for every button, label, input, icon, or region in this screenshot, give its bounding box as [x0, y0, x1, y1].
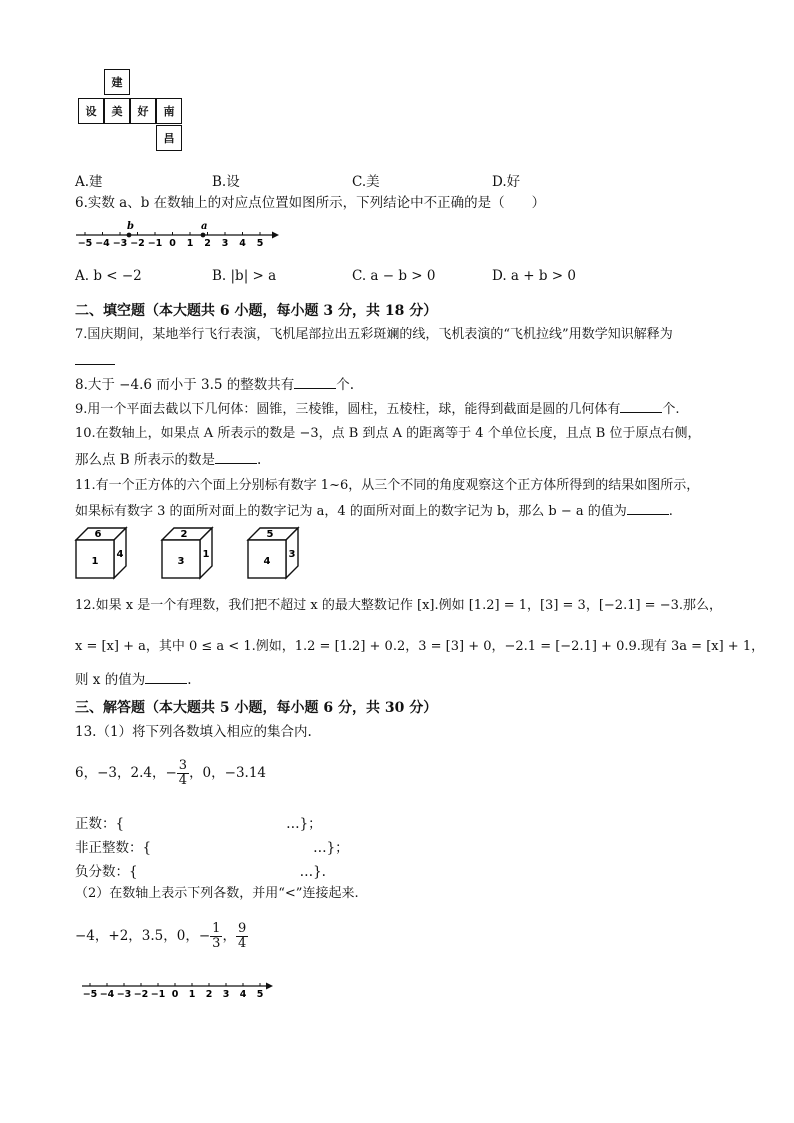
axis-tick-label: 5 — [256, 989, 264, 1000]
point-a-label: a — [201, 221, 208, 232]
axis-tick-label: −1 — [147, 238, 163, 249]
q11-cubes — [72, 526, 312, 584]
axis-tick-label: −3 — [112, 238, 128, 249]
cube-1-front: 1 — [91, 556, 99, 567]
q8-question: 8.大于 −4.6 而小于 3.5 的整数共有 个. — [75, 377, 355, 393]
axis-tick-label: −1 — [150, 989, 166, 1000]
q5-option-c[interactable]: C.美 — [352, 174, 380, 190]
axis-tick-label: −4 — [99, 989, 115, 1000]
axis-tick-label: 1 — [186, 238, 194, 249]
axis-tick-label: 1 — [188, 989, 196, 1000]
cube-1-side: 4 — [116, 549, 124, 560]
q13-part2: （2）在数轴上表示下列各数，并用“<”连接起来. — [75, 886, 359, 901]
q13-fraction: $\frac{3}{4}$ — [178, 758, 188, 788]
net-cell-1: 设 — [78, 98, 104, 124]
q7-answer-blank[interactable] — [75, 352, 115, 365]
q10-line1: 10.在数轴上，如果点 A 所表示的数是 −3，点 B 到点 A 的距离等于 4 个单位长度，且点 B 位于原点右侧， — [75, 426, 701, 441]
set-non-positive-integer[interactable]: 非正整数：{ …}； — [75, 840, 349, 856]
axis-tick-label: −2 — [130, 238, 145, 249]
q5-option-d[interactable]: D.好 — [492, 174, 521, 190]
q6-option-d[interactable]: D. a + b > 0 — [492, 268, 576, 284]
q13-list: −4，+2，3.5，0，− $\frac{1}{3}$ ， $\frac{9}{4}$ — [75, 921, 247, 951]
q9-question: 9.用一个平面去截以下几何体：圆锥，三棱锥，圆柱，五棱柱，球，能得到截面是圆的几何体有 个. — [75, 402, 680, 417]
axis-tick-label: 2 — [205, 989, 213, 1000]
axis-tick-label: 0 — [169, 238, 176, 249]
q6-option-c[interactable]: C. a − b > 0 — [352, 268, 436, 284]
axis-tick-label: −5 — [82, 989, 98, 1000]
q6-option-a[interactable]: A. b < −2 — [75, 268, 142, 284]
net-cell-3: 好 — [130, 98, 156, 124]
q9-answer-blank[interactable] — [620, 400, 662, 413]
cube-3-top: 5 — [266, 529, 274, 540]
point-a — [201, 233, 206, 238]
axis-tick-label: −4 — [95, 238, 110, 249]
cube-2-front: 3 — [177, 556, 185, 567]
q6-option-b[interactable]: B. |b| > a — [212, 268, 277, 284]
q13-frac-1: $\frac{1}{3}$ — [212, 921, 221, 951]
q12-line1: 12.如果 x 是一个有理数，我们把不超过 x 的最大整数记作 [x].例如 [1.2] = 1，[3] = 3，[−2.1] = −3.那么， — [75, 598, 722, 613]
q8-answer-blank[interactable] — [294, 376, 336, 389]
q12-line2: x = [x] + a，其中 0 ≤ a < 1.例如，1.2 = [1.2] + 0.2，3 = [3] + 0，−2.1 = [−2.1] + 0.9.现有 3a = [x] + 1， — [75, 639, 765, 654]
q5-option-a[interactable]: A.建 — [75, 174, 103, 190]
cube-1-top: 6 — [94, 529, 102, 540]
section-2-title: 二、填空题（本大题共 6 小题，每小题 3 分，共 18 分） — [75, 303, 438, 319]
cube-3 — [248, 528, 298, 578]
q13-numbers: 6，−3，2.4，− $\frac{3}{4}$ ，0，−3.14 — [75, 758, 267, 788]
cube-2 — [162, 528, 212, 578]
q7-question: 7.国庆期间，某地举行飞行表演，飞机尾部拉出五彩斑斓的线，飞机表演的“飞机拉线”用数学知识解释为 — [75, 327, 673, 342]
point-b — [127, 233, 132, 238]
q5-option-b[interactable]: B.设 — [212, 174, 240, 190]
q13-number-line[interactable] — [80, 976, 280, 1006]
q12-line3: 则 x 的值为 . — [75, 672, 192, 688]
q12-answer-blank[interactable] — [145, 671, 187, 684]
cube-2-top: 2 — [180, 529, 188, 540]
cube-2-side: 1 — [202, 549, 210, 560]
q6-number-line — [72, 218, 282, 252]
q11-line2: 如果标有数字 3 的面所对面上的数字记为 a，4 的面所对面上的数字记为 b，那么 b − a 的值为 . — [75, 504, 673, 519]
q10-line2: 那么点 B 所表示的数是 . — [75, 452, 262, 468]
set-positive[interactable]: 正数：{ …}； — [75, 816, 322, 832]
axis-tick-label: −3 — [116, 989, 132, 1000]
q13-part1: 13.（1）将下列各数填入相应的集合内. — [75, 724, 312, 740]
q11-answer-blank[interactable] — [627, 502, 669, 515]
q11-line1: 11.有一个正方体的六个面上分别标有数字 1~6，从三个不同的角度观察这个正方体所得到的结果如图所示， — [75, 478, 700, 493]
axis-tick-label: 4 — [239, 238, 246, 249]
cube-3-front: 4 — [263, 556, 271, 567]
cube-3-side: 3 — [288, 549, 296, 560]
axis-tick-label: 3 — [221, 238, 229, 249]
section-3-title: 三、解答题（本大题共 5 小题，每小题 6 分，共 30 分） — [75, 700, 438, 716]
axis-tick-label: 0 — [171, 989, 179, 1000]
axis-tick-label: 5 — [256, 238, 264, 249]
q6-question: 6.实数 a、b 在数轴上的对应点位置如图所示，下列结论中不正确的是（ ） — [75, 195, 546, 211]
axis-tick-label: 4 — [239, 989, 247, 1000]
set-negative-fraction[interactable]: 负分数：{ …}. — [75, 864, 326, 880]
axis-tick-label: 2 — [204, 238, 211, 249]
axis-tick-label: −5 — [77, 238, 93, 249]
net-cell-bottom: 昌 — [156, 125, 182, 151]
net-cell-top: 建 — [104, 69, 130, 95]
net-cell-2: 美 — [104, 98, 130, 124]
net-cell-4: 南 — [156, 98, 182, 124]
axis-tick-label: 3 — [222, 989, 230, 1000]
cube-1 — [76, 528, 126, 578]
point-b-label: b — [127, 221, 134, 232]
axis-tick-label: −2 — [133, 989, 149, 1000]
q13-frac-2: $\frac{9}{4}$ — [237, 921, 247, 951]
q10-answer-blank[interactable] — [215, 451, 257, 464]
